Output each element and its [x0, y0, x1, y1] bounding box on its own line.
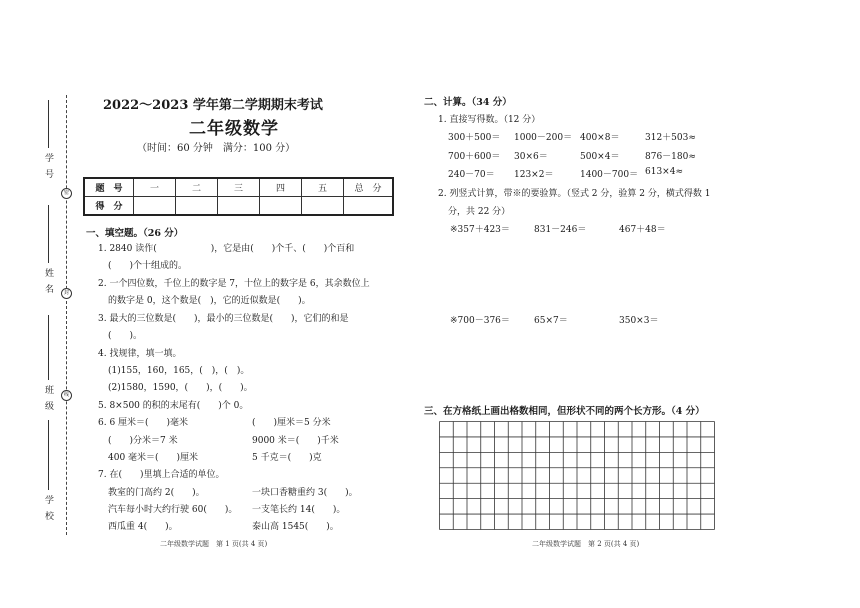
q1-line2: ( )个十组成的。: [108, 261, 188, 271]
q7-row2-left: 汽车每小时大约行驶 60( )。: [108, 505, 238, 515]
score-cell-q1: 一: [134, 178, 176, 197]
sub2-title: 2. 列竖式计算，带※的要验算。（竖式 2 分，验算 2 分，横式得数 1: [438, 189, 711, 199]
score-cell-q4: 四: [260, 178, 302, 197]
q3-line2: ( )。: [108, 331, 143, 341]
score-row-label: 得 分: [84, 197, 134, 216]
binding-circle-1: 密: [61, 188, 72, 199]
calc-r1c2: 1000－200＝: [514, 133, 573, 143]
class-label: 班 级: [43, 385, 53, 412]
calc-r2c3: 500×4＝: [580, 152, 620, 162]
q7-row3-left: 西瓜重 4( )。: [108, 522, 178, 532]
q2-line2: 的数字是 0，这个数是( )，它的近似数是( )。: [108, 296, 311, 306]
binding-dashed-line: [66, 95, 67, 535]
score-table-header-row: [84, 178, 393, 197]
score-table-score-row: [84, 197, 393, 216]
student-id-label: 学 号: [43, 153, 53, 180]
q6-row3-left: 400 毫米＝( )厘米: [108, 453, 199, 463]
calc-r2c1: 700＋600＝: [448, 152, 501, 162]
school-fill-line: [48, 420, 49, 490]
score-cell-q5: 五: [302, 178, 344, 197]
score-input-q3[interactable]: [218, 197, 260, 216]
score-cell-label: 题 号: [84, 178, 134, 197]
q6-row3-right: 5 千克＝( )克: [252, 453, 322, 463]
q7-row1-right: 一块口香糖重约 3( )。: [252, 488, 358, 498]
vertical-calc-1: ※357＋423＝: [450, 225, 510, 235]
q6-row1-right: ( )厘米＝5 分米: [252, 418, 331, 428]
calc-r1c4: 312＋503≈: [645, 133, 696, 143]
calc-r2c2: 30×6＝: [514, 152, 548, 162]
score-input-q2[interactable]: [176, 197, 218, 216]
sub2-title-cont: 分，共 22 分）: [448, 207, 511, 217]
score-cell-q2: 二: [176, 178, 218, 197]
section1-title: 一、填空题。（26 分）: [86, 228, 184, 239]
q4-title: 4. 找规律，填一填。: [98, 349, 182, 359]
school-label: 学 校: [43, 495, 53, 522]
score-table: [83, 177, 394, 216]
q7-row1-left: 教室的门高约 2( )。: [108, 488, 205, 498]
vertical-calc-3: 467＋48＝: [619, 225, 666, 235]
calc-r1c3: 400×8＝: [580, 133, 620, 143]
right-page-footer: 二年级数学试题 第 2 页(共 4 页): [532, 540, 640, 548]
score-cell-total: 总 分: [344, 178, 394, 197]
left-page-footer: 二年级数学试题 第 1 页(共 4 页): [160, 540, 268, 548]
q6-row2-right: 9000 米＝( )千米: [252, 436, 339, 446]
binding-circle-3: 线: [61, 390, 72, 401]
section2-title: 二、计算。（34 分）: [424, 97, 512, 108]
student-id-fill-line: [48, 100, 49, 148]
exam-year-title: 2022～2023 学年第二学期期末考试: [103, 98, 323, 113]
name-fill-line: [48, 205, 49, 263]
vertical-calc-5: 65×7＝: [534, 316, 568, 326]
q1-line1: 1. 2840 读作( )，它是由( )个千、( )个百和: [98, 244, 355, 254]
vertical-calc-6: 350×3＝: [619, 316, 659, 326]
sub1-title: 1. 直接写得数。（12 分）: [438, 115, 541, 125]
vertical-calc-2: 831－246＝: [534, 225, 587, 235]
binding-circle-2: 封: [61, 288, 72, 299]
calc-r3c4: 613×4≈: [645, 167, 683, 177]
drawing-grid[interactable]: [439, 421, 715, 531]
vertical-calc-4: ※700－376＝: [450, 316, 510, 326]
q6-row2-left: ( )分米＝7 米: [108, 436, 178, 446]
q4-part1: (1)155，160，165，( )，( )。: [108, 366, 250, 376]
calc-r1c1: 300＋500＝: [448, 133, 501, 143]
exam-subject-title: 二年级数学: [189, 119, 279, 139]
calc-r3c3: 1400－700＝: [580, 170, 639, 180]
score-input-q1[interactable]: [134, 197, 176, 216]
score-input-total[interactable]: [344, 197, 394, 216]
q7-row2-right: 一支笔长约 14( )。: [252, 505, 346, 515]
q5-line: 5. 8×500 的积的末尾有( )个 0。: [98, 401, 249, 411]
score-input-q5[interactable]: [302, 197, 344, 216]
exam-subtitle: （时间：60 分钟 满分：100 分）: [137, 143, 296, 154]
q3-line1: 3. 最大的三位数是( )，最小的三位数是( )，它们的和是: [98, 314, 349, 324]
calc-r3c2: 123×2＝: [514, 170, 554, 180]
calc-r3c1: 240－70＝: [448, 170, 495, 180]
score-input-q4[interactable]: [260, 197, 302, 216]
section3-title: 三、在方格纸上画出格数相同，但形状不同的两个长方形。（4 分）: [424, 406, 705, 417]
q7-row3-right: 泰山高 1545( )。: [252, 522, 339, 532]
calc-r2c4: 876－180≈: [645, 152, 696, 162]
score-cell-q3: 三: [218, 178, 260, 197]
name-label: 姓 名: [43, 268, 53, 295]
class-fill-line: [48, 315, 49, 380]
q4-part2: (2)1580，1590，( )，( )。: [108, 383, 253, 393]
q6-row1-left: 6. 6 厘米＝( )毫米: [98, 418, 189, 428]
q7-title: 7. 在( )里填上合适的单位。: [98, 470, 225, 480]
q2-line1: 2. 一个四位数，千位上的数字是 7，十位上的数字是 6，其余数位上: [98, 279, 370, 289]
